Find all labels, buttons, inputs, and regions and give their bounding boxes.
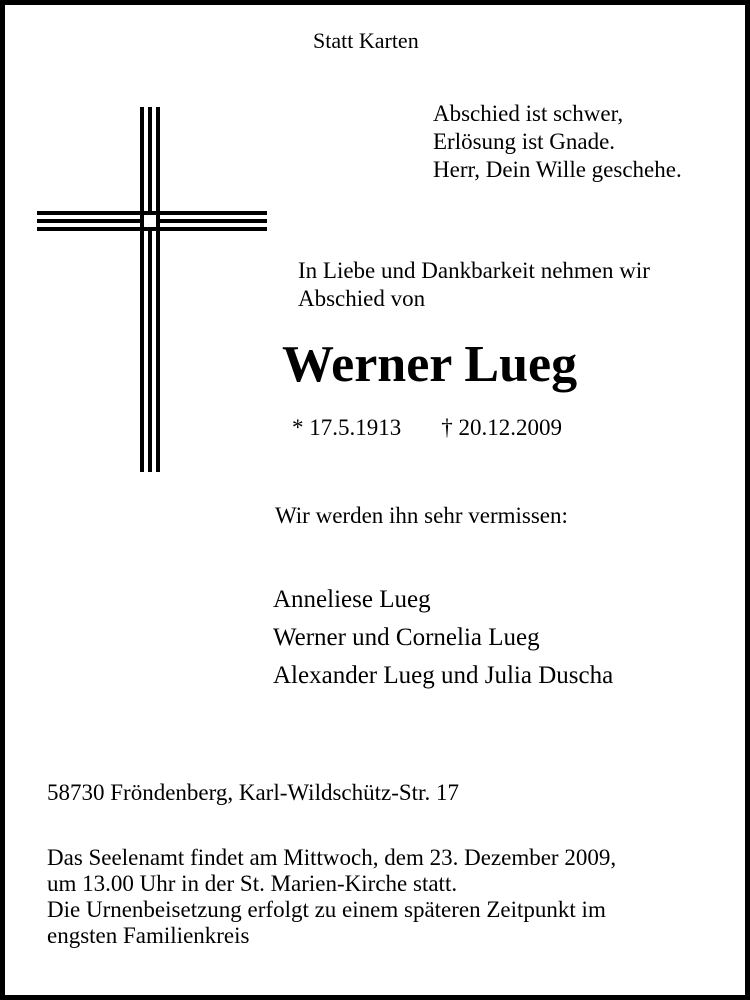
family-member: Alexander Lueg und Julia Duscha — [273, 662, 614, 689]
life-dates — [292, 415, 562, 441]
death-date: † 20.12.2009 — [441, 415, 562, 440]
birth-date: * 17.5.1913 — [292, 415, 402, 440]
quote-line: Erlösung ist Gnade. — [433, 129, 616, 154]
family-member: Werner und Cornelia Lueg — [273, 624, 540, 651]
intro-line: In Liebe und Dankbarkeit nehmen wir — [298, 258, 650, 283]
family-list — [273, 581, 613, 695]
notice-line: engsten Familienkreis — [47, 923, 250, 948]
cross-icon — [37, 107, 267, 472]
notice-line: Das Seelenamt findet am Mittwoch, dem 23. Dezember 2009, — [47, 845, 617, 870]
funeral-notice — [47, 845, 616, 949]
miss-line: Wir werden ihn sehr vermissen: — [275, 503, 568, 528]
quote-block — [433, 100, 682, 184]
deceased-name: Werner Lueg — [282, 336, 578, 393]
notice-line: um 13.00 Uhr in der St. Marien-Kirche statt. — [47, 871, 458, 896]
notice-line: Die Urnenbeisetzung erfolgt zu einem späteren Zeitpunkt im — [47, 897, 606, 922]
quote-line: Abschied ist schwer, — [433, 101, 624, 126]
intro-block — [298, 257, 650, 313]
quote-line: Herr, Dein Wille geschehe. — [433, 157, 682, 182]
header-text: Statt Karten — [313, 28, 419, 53]
family-member: Anneliese Lueg — [273, 586, 431, 613]
address-line: 58730 Fröndenberg, Karl-Wildschütz-Str. 17 — [47, 780, 459, 805]
intro-line: Abschied von — [298, 286, 426, 311]
